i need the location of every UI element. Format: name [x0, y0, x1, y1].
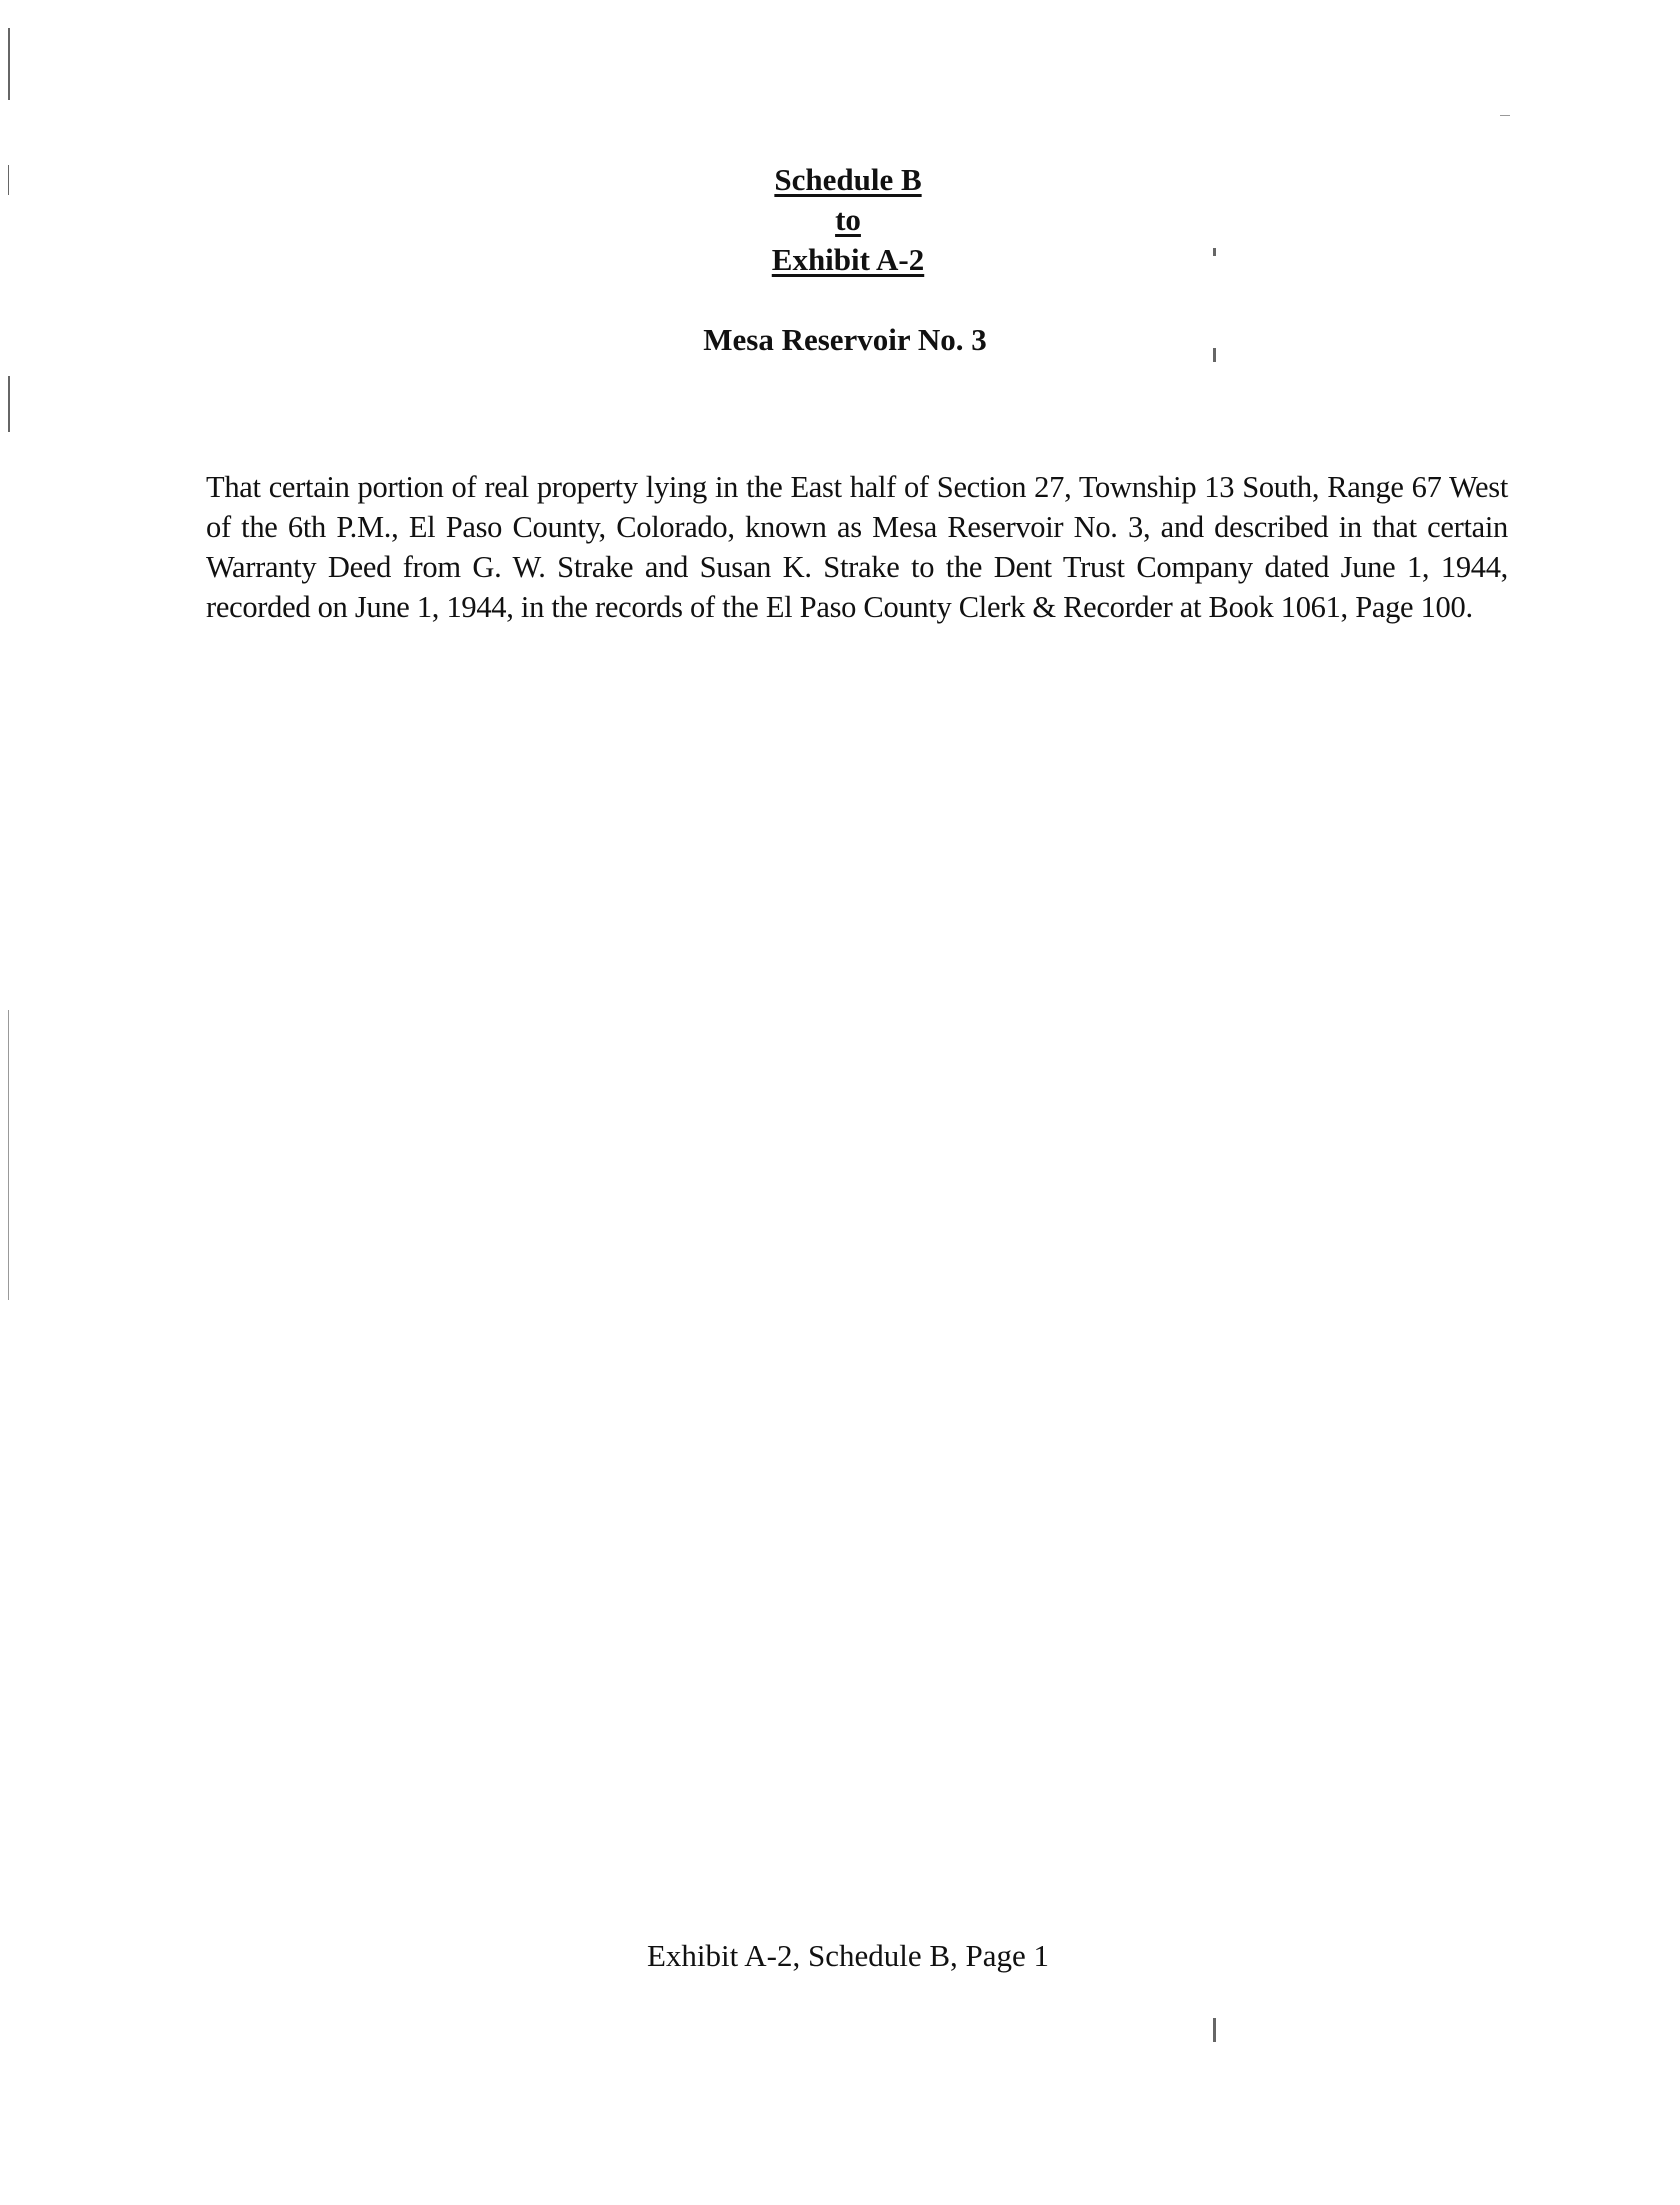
- heading-line-schedule: [16, 160, 1680, 200]
- scan-artifact: [1213, 348, 1216, 362]
- page-footer-text: Exhibit A-2, Schedule B, Page 1: [646, 1938, 1050, 1973]
- scan-artifact: [8, 1010, 9, 1300]
- scan-artifact: [1213, 248, 1216, 256]
- property-title: [0, 320, 1680, 360]
- property-title-text: Mesa Reservoir No. 3: [703, 322, 987, 357]
- scan-artifact: [1213, 2018, 1216, 2042]
- legal-description: That certain portion of real property lying in the East half of Section 27, Township 13 South, Range 67 West of the 6th P.M., El Paso County, Colorado, known as Mesa Reservoir No. 3, and described in that certain Warranty Deed from G. W. Strake and Susan K. Strake to the Dent Trust Company dated June 1, 1944, recorded on June 1, 1944, in the records of the El Paso County Clerk & Recorder at Book 1061, Page 100.: [206, 469, 1508, 624]
- schedule-heading: [0, 160, 1680, 280]
- heading-exhibit-text: Exhibit A-2: [771, 242, 925, 277]
- scan-artifact: [1500, 115, 1510, 116]
- heading-line-to: [16, 200, 1680, 240]
- scan-artifact: [8, 28, 10, 100]
- scan-artifact: [8, 165, 9, 195]
- heading-to-text: to: [835, 202, 861, 237]
- heading-line-exhibit: [16, 240, 1680, 280]
- scan-artifact: [8, 376, 10, 432]
- heading-schedule-text: Schedule B: [774, 162, 922, 197]
- page-footer: [0, 1936, 1680, 1976]
